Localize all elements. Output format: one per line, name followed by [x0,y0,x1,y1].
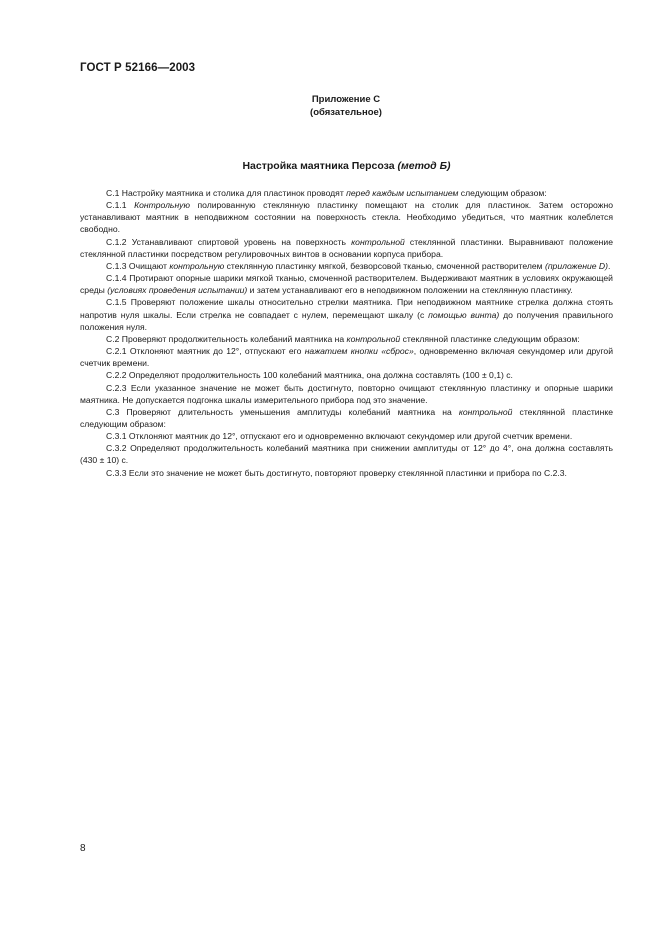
paragraph-text: С.2.2 Определяют продолжительность 100 колебаний маятника, она должна составлять (100 ± 0,1) с. [106,370,513,381]
paragraph-text: С.2.3 Если указанное значение не может быть достигнуто, повторно очищают стеклянную пластинку и опорные шарики маятника. Не допускается подгонка шкалы измерительного прибора под это значение. [80,382,613,405]
page-number: 8 [80,843,86,854]
paragraph-text: С.3 Проверяют длительность уменьшения амплитуды колебаний маятника на [106,406,459,417]
paragraph-text: следующим образом: [458,188,547,198]
annex-heading [246,93,446,119]
paragraph-text: С.2 Проверяют продолжительность колебаний маятника на [106,333,347,344]
paragraph [80,382,613,406]
paragraph [80,369,613,381]
paragraph-text: полированную стеклянную пластинку помещают на столик для пластинок. Затем осторожно устанавливают маятник в неподвижном состоянии на поверхность стекла. Необходимо убедиться, что маятник колеблется свободно. [80,200,613,235]
paragraph [80,442,613,466]
paragraph [80,199,613,235]
paragraph-text: стеклянную пластинку мягкой, безворсовой тканью, смоченной растворителем [224,260,545,271]
paragraph-text: С.3.3 Если это значение не может быть достигнуто, повторяют проверку стеклянной пластинки и прибора по С.2.3. [106,467,567,478]
section-title [80,160,613,172]
paragraph [80,187,613,199]
body-text [80,187,613,479]
paragraph [80,345,613,369]
paragraph [80,272,613,296]
paragraph-text: С.3.2 Определяют продолжительность колебаний маятника при снижении амплитуды от 12° до 4°, она должна составлять (430 ± 10) с. [80,443,613,466]
paragraph-text: С.1.2 Устанавливают спиртовой уровень на поверхность [106,236,352,247]
paragraph [80,296,613,332]
paragraph-text: стеклянной пластинке следующим образом: [80,406,613,429]
paragraph [80,430,613,442]
paragraph-text: С.1 Настройку маятника и столика для пластинок проводят [106,188,347,198]
paragraph [80,406,613,430]
section-title-main: Настройка маятника Персоза [242,160,398,172]
paragraph-text: С.1.3 Очищают [106,260,170,271]
paragraph [80,260,613,272]
paragraph-text: С.3.1 Отклоняют маятник до 12°, отпускают его и одновременно включают секундомер или другой счетчик времени. [106,431,573,442]
paragraph-italic-text: контрольную [169,260,225,271]
paragraph-text: и затем устанавливают его в неподвижном положении на стеклянную пластинку. [247,285,573,296]
paragraph-italic-text: (приложение D) [544,260,608,271]
paragraph-text: С.2.1 Отклоняют маятник до 12°, отпускают его [106,346,305,357]
paragraph-italic-text: Контрольную [134,200,190,211]
document-code: ГОСТ Р 52166—2003 [80,62,196,74]
paragraph [80,236,613,260]
paragraph-italic-text: перед каждым испытанием [346,188,459,198]
paragraph-text: до получения правильного положения нуля. [80,309,613,332]
paragraph-italic-text: помощью винта) [428,309,500,320]
paragraph-text: С.1.4 Протирают опорные шарики мягкой тканью, смоченной растворителем. Выдерживают маятник в условиях окружающей среды [80,273,613,296]
paragraph-italic-text: контрольной [458,406,513,417]
paragraph-text: стеклянной пластинке следующим образом: [400,333,580,344]
paragraph-italic-text: контрольной [351,236,405,247]
paragraph-text: , одновременно включая секундомер или другой счетчик времени. [80,346,614,369]
paragraph-italic-text: нажатием кнопки «сброс» [304,346,414,357]
paragraph-text: С.1.5 Проверяют положение шкалы относительно стрелки маятника. При неподвижном маятнике стрелка должна стоять напротив нуля шкалы. Если стрелка не совпадает с нулем, перемещают шкалу (с [80,297,613,320]
paragraph-text: стеклянной пластинки. Выравнивают положение стеклянной пластинки посредством регулировочных винтов в основании корпуса прибора. [80,236,613,259]
annex-status: (обязательное) [310,107,382,118]
paragraph-italic-text: контрольной [346,333,401,344]
annex-title: Приложение С [311,94,381,105]
paragraph-text: С.1.1 [106,200,135,211]
paragraph [80,333,613,345]
paragraph-italic-text: (условиях проведения испытании) [107,285,248,296]
paragraph [80,467,613,479]
section-title-method: (метод Б) [397,160,451,172]
paragraph-text: . [608,260,611,271]
